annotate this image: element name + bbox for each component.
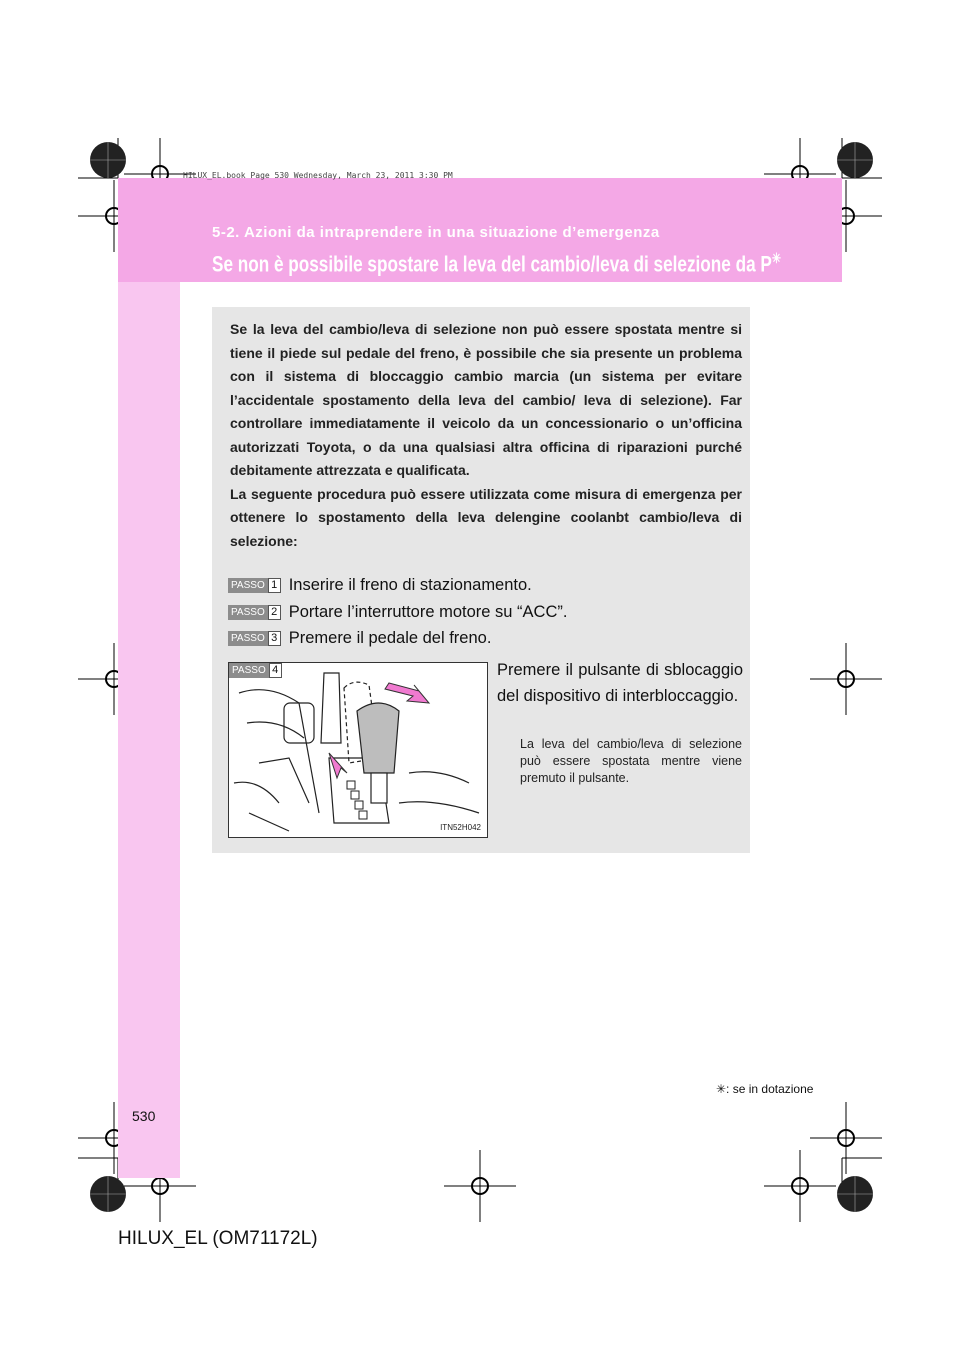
page-title bbox=[212, 250, 781, 277]
step-badge: PASSO 1 bbox=[228, 578, 281, 593]
step-badge: PASSO 2 bbox=[228, 605, 281, 620]
step-text: Portare l’interruttore motore su “ACC”. bbox=[288, 603, 568, 621]
title-text: Se non è possibile spostare la leva del cambio/leva di selezione da P bbox=[212, 251, 772, 277]
shift-lever-illustration bbox=[228, 662, 488, 838]
side-tab bbox=[118, 178, 180, 1178]
step-3 bbox=[228, 629, 491, 648]
optional-asterisk-icon: ✳ bbox=[771, 250, 781, 266]
model-code: HILUX_EL (OM71172L) bbox=[118, 1228, 318, 1249]
step-4-note: La leva del cambio/leva di selezione può essere spostata mentre viene premuto il pulsante. bbox=[520, 737, 742, 785]
step-1 bbox=[228, 576, 532, 595]
section-breadcrumb: 5-2. Azioni da intraprendere in una situazione d’emergenza bbox=[212, 224, 660, 241]
step-badge: PASSO 3 bbox=[228, 631, 281, 646]
shift-lever-drawing bbox=[229, 663, 487, 837]
intro-paragraph-2: La seguente procedura può essere utilizzata come misura di emergenza per ottenere lo spostamento della leva delengine coolanbt cambio/leva di selezione: bbox=[230, 485, 742, 549]
step-4-text: Premere il pulsante di sblocaggio del dispositivo di interbloccaggio. bbox=[497, 661, 743, 705]
footnote: ✳: se in dotazione bbox=[716, 1082, 814, 1096]
book-imprint: HILUX_EL.book Page 530 Wednesday, March 23, 2011 3:30 PM bbox=[183, 171, 453, 180]
intro-paragraph-1: Se la leva del cambio/leva di selezione non può essere spostata mentre si tiene il piede sul pedale del freno, è possibile che sia presente un problema con il sistema di bloccaggio cambio marcia (un sistema per evitare l’accidentale spostamento della leva del cambio/ leva di selezione). Far controllare immediatamente il veicolo da un concessionario o un’officina autorizzati Toyota, o da una qualsiasi altra officina di riparazioni purché debitamente attrezzata e qualificata. bbox=[230, 321, 742, 478]
step-text: Inserire il freno di stazionamento. bbox=[288, 576, 532, 594]
page-number: 530 bbox=[132, 1108, 156, 1124]
step-text: Premere il pedale del freno. bbox=[288, 629, 492, 647]
step-badge: PASSO 4 bbox=[229, 663, 282, 678]
illustration-code: ITN52H042 bbox=[440, 823, 481, 832]
step-2 bbox=[228, 603, 567, 622]
intro-text bbox=[230, 318, 742, 553]
